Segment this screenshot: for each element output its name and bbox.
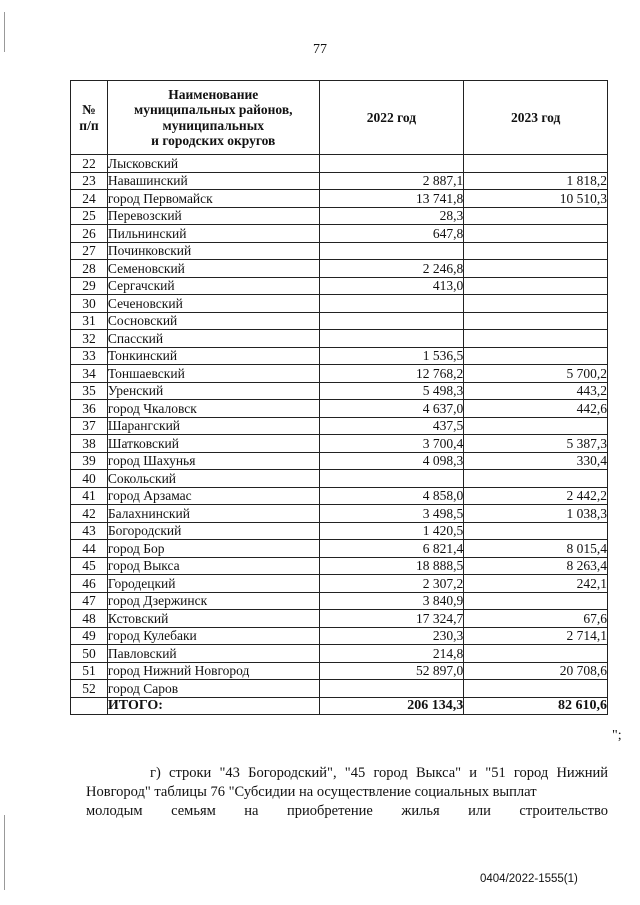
header-2023: 2023 год bbox=[464, 81, 608, 155]
row-name: Сеченовский bbox=[107, 295, 319, 313]
total-2023: 82 610,6 bbox=[464, 697, 608, 715]
row-name: Починковский bbox=[107, 242, 319, 260]
row-value-2023 bbox=[464, 522, 608, 540]
row-name: город Арзамас bbox=[107, 487, 319, 505]
table-header-row bbox=[71, 81, 608, 155]
row-name: Шатковский bbox=[107, 435, 319, 453]
row-value-2022: 230,3 bbox=[319, 627, 464, 645]
paragraph-line-1: г) строки "43 Богородский", "45 город Выкса" и "51 город Нижний Новгород" таблицы 76 "Субсидии на осуществление социальных выплат bbox=[86, 765, 608, 800]
row-value-2022 bbox=[319, 242, 464, 260]
table-row bbox=[71, 312, 608, 330]
row-number: 43 bbox=[71, 522, 108, 540]
row-value-2022: 1 536,5 bbox=[319, 347, 464, 365]
row-value-2023 bbox=[464, 155, 608, 173]
row-number: 41 bbox=[71, 487, 108, 505]
row-number: 38 bbox=[71, 435, 108, 453]
row-value-2022: 17 324,7 bbox=[319, 610, 464, 628]
table-row bbox=[71, 365, 608, 383]
header-number: № п/п bbox=[71, 81, 108, 155]
row-value-2022: 18 888,5 bbox=[319, 557, 464, 575]
row-number: 26 bbox=[71, 225, 108, 243]
row-name: Пильнинский bbox=[107, 225, 319, 243]
row-value-2022 bbox=[319, 470, 464, 488]
row-value-2022: 437,5 bbox=[319, 417, 464, 435]
row-value-2023: 242,1 bbox=[464, 575, 608, 593]
row-name: Балахнинский bbox=[107, 505, 319, 523]
row-name: Тонкинский bbox=[107, 347, 319, 365]
table-row bbox=[71, 400, 608, 418]
table-row bbox=[71, 627, 608, 645]
table-row bbox=[71, 662, 608, 680]
row-value-2022: 3 840,9 bbox=[319, 592, 464, 610]
row-number: 22 bbox=[71, 155, 108, 173]
row-value-2022: 5 498,3 bbox=[319, 382, 464, 400]
row-number: 44 bbox=[71, 540, 108, 558]
row-value-2022 bbox=[319, 295, 464, 313]
row-value-2023 bbox=[464, 225, 608, 243]
table-row bbox=[71, 435, 608, 453]
row-number: 52 bbox=[71, 680, 108, 698]
row-name: Городецкий bbox=[107, 575, 319, 593]
row-value-2023 bbox=[464, 330, 608, 348]
row-value-2023: 5 700,2 bbox=[464, 365, 608, 383]
table-row bbox=[71, 277, 608, 295]
row-value-2022 bbox=[319, 330, 464, 348]
row-number: 23 bbox=[71, 172, 108, 190]
row-name: Перевозский bbox=[107, 207, 319, 225]
row-value-2023: 8 015,4 bbox=[464, 540, 608, 558]
table-row bbox=[71, 452, 608, 470]
row-value-2022: 3 498,5 bbox=[319, 505, 464, 523]
row-value-2022: 12 768,2 bbox=[319, 365, 464, 383]
row-name: Шарангский bbox=[107, 417, 319, 435]
row-value-2023 bbox=[464, 417, 608, 435]
table-row bbox=[71, 557, 608, 575]
table-row bbox=[71, 680, 608, 698]
row-value-2022: 6 821,4 bbox=[319, 540, 464, 558]
row-value-2022: 28,3 bbox=[319, 207, 464, 225]
total-label: ИТОГО: bbox=[107, 697, 319, 715]
total-2022: 206 134,3 bbox=[319, 697, 464, 715]
row-number: 31 bbox=[71, 312, 108, 330]
row-number: 51 bbox=[71, 662, 108, 680]
row-name: Семеновский bbox=[107, 260, 319, 278]
row-number: 33 bbox=[71, 347, 108, 365]
row-name: Богородский bbox=[107, 522, 319, 540]
row-name: Сосновский bbox=[107, 312, 319, 330]
table-row bbox=[71, 172, 608, 190]
table-row bbox=[71, 522, 608, 540]
row-number: 40 bbox=[71, 470, 108, 488]
row-value-2023 bbox=[464, 207, 608, 225]
row-value-2023 bbox=[464, 295, 608, 313]
amendment-paragraph bbox=[86, 764, 608, 821]
row-value-2022: 4 098,3 bbox=[319, 452, 464, 470]
total-row bbox=[71, 697, 608, 715]
row-value-2023: 443,2 bbox=[464, 382, 608, 400]
table-row bbox=[71, 260, 608, 278]
table-row bbox=[71, 610, 608, 628]
table-row bbox=[71, 487, 608, 505]
row-value-2023: 2 714,1 bbox=[464, 627, 608, 645]
row-number: 47 bbox=[71, 592, 108, 610]
row-value-2023: 67,6 bbox=[464, 610, 608, 628]
row-name: город Выкса bbox=[107, 557, 319, 575]
table-row bbox=[71, 155, 608, 173]
table-row bbox=[71, 382, 608, 400]
table-row bbox=[71, 540, 608, 558]
row-value-2022: 214,8 bbox=[319, 645, 464, 663]
row-value-2022: 2 887,1 bbox=[319, 172, 464, 190]
row-value-2023: 1 038,3 bbox=[464, 505, 608, 523]
scan-edge-mark-top bbox=[4, 12, 5, 52]
row-value-2022: 647,8 bbox=[319, 225, 464, 243]
row-name: Кстовский bbox=[107, 610, 319, 628]
row-value-2023: 2 442,2 bbox=[464, 487, 608, 505]
row-value-2022 bbox=[319, 312, 464, 330]
row-value-2023: 330,4 bbox=[464, 452, 608, 470]
document-code: 0404/2022-1555(1) bbox=[480, 873, 578, 885]
row-value-2023: 1 818,2 bbox=[464, 172, 608, 190]
row-number: 48 bbox=[71, 610, 108, 628]
row-value-2023 bbox=[464, 242, 608, 260]
table-row bbox=[71, 207, 608, 225]
row-value-2022: 2 246,8 bbox=[319, 260, 464, 278]
row-value-2022 bbox=[319, 155, 464, 173]
table-row bbox=[71, 417, 608, 435]
row-value-2023 bbox=[464, 680, 608, 698]
row-name: город Чкаловск bbox=[107, 400, 319, 418]
row-number: 27 bbox=[71, 242, 108, 260]
row-name: Лысковский bbox=[107, 155, 319, 173]
table-row bbox=[71, 330, 608, 348]
row-number: 36 bbox=[71, 400, 108, 418]
row-value-2023: 10 510,3 bbox=[464, 190, 608, 208]
row-name: город Шахунья bbox=[107, 452, 319, 470]
row-value-2023 bbox=[464, 312, 608, 330]
row-value-2022: 4 858,0 bbox=[319, 487, 464, 505]
row-name: Сергачский bbox=[107, 277, 319, 295]
paragraph-line-2: молодым семьям на приобретение жилья или строительство bbox=[86, 803, 608, 819]
row-value-2022: 3 700,4 bbox=[319, 435, 464, 453]
row-value-2023: 442,6 bbox=[464, 400, 608, 418]
row-value-2023 bbox=[464, 470, 608, 488]
row-name: город Нижний Новгород bbox=[107, 662, 319, 680]
row-number: 45 bbox=[71, 557, 108, 575]
row-name: город Бор bbox=[107, 540, 319, 558]
table-row bbox=[71, 190, 608, 208]
table-row bbox=[71, 242, 608, 260]
table-row bbox=[71, 592, 608, 610]
table-row bbox=[71, 347, 608, 365]
row-value-2023 bbox=[464, 347, 608, 365]
row-value-2022: 52 897,0 bbox=[319, 662, 464, 680]
row-number: 34 bbox=[71, 365, 108, 383]
header-2022: 2022 год bbox=[319, 81, 464, 155]
row-value-2022 bbox=[319, 680, 464, 698]
closing-quote-mark: "; bbox=[612, 728, 622, 743]
row-number: 42 bbox=[71, 505, 108, 523]
row-value-2022: 2 307,2 bbox=[319, 575, 464, 593]
row-name: Тоншаевский bbox=[107, 365, 319, 383]
row-name: Навашинский bbox=[107, 172, 319, 190]
row-number: 30 bbox=[71, 295, 108, 313]
row-name: город Кулебаки bbox=[107, 627, 319, 645]
row-value-2023 bbox=[464, 260, 608, 278]
table-row bbox=[71, 295, 608, 313]
total-number-cell bbox=[71, 697, 108, 715]
row-value-2023: 20 708,6 bbox=[464, 662, 608, 680]
header-name: Наименование муниципальных районов, муниципальных и городских округов bbox=[107, 81, 319, 155]
table-row bbox=[71, 505, 608, 523]
table-row bbox=[71, 225, 608, 243]
row-value-2022: 1 420,5 bbox=[319, 522, 464, 540]
table-row bbox=[71, 575, 608, 593]
row-name: город Дзержинск bbox=[107, 592, 319, 610]
row-value-2023 bbox=[464, 592, 608, 610]
row-number: 39 bbox=[71, 452, 108, 470]
scan-edge-mark-bottom bbox=[4, 815, 5, 890]
row-number: 24 bbox=[71, 190, 108, 208]
row-name: Павловский bbox=[107, 645, 319, 663]
row-value-2022: 4 637,0 bbox=[319, 400, 464, 418]
row-name: Сокольский bbox=[107, 470, 319, 488]
row-value-2023 bbox=[464, 277, 608, 295]
row-number: 35 bbox=[71, 382, 108, 400]
row-value-2023 bbox=[464, 645, 608, 663]
row-number: 32 bbox=[71, 330, 108, 348]
row-name: Спасский bbox=[107, 330, 319, 348]
subsidy-table bbox=[70, 80, 608, 715]
row-name: город Первомайск bbox=[107, 190, 319, 208]
row-number: 49 bbox=[71, 627, 108, 645]
row-value-2022: 413,0 bbox=[319, 277, 464, 295]
row-number: 29 bbox=[71, 277, 108, 295]
table-row bbox=[71, 645, 608, 663]
row-value-2022: 13 741,8 bbox=[319, 190, 464, 208]
table-row bbox=[71, 470, 608, 488]
row-number: 25 bbox=[71, 207, 108, 225]
page-number: 77 bbox=[313, 42, 327, 57]
row-number: 37 bbox=[71, 417, 108, 435]
row-value-2023: 8 263,4 bbox=[464, 557, 608, 575]
row-name: город Саров bbox=[107, 680, 319, 698]
row-name: Уренский bbox=[107, 382, 319, 400]
row-number: 50 bbox=[71, 645, 108, 663]
row-number: 46 bbox=[71, 575, 108, 593]
row-value-2023: 5 387,3 bbox=[464, 435, 608, 453]
row-number: 28 bbox=[71, 260, 108, 278]
